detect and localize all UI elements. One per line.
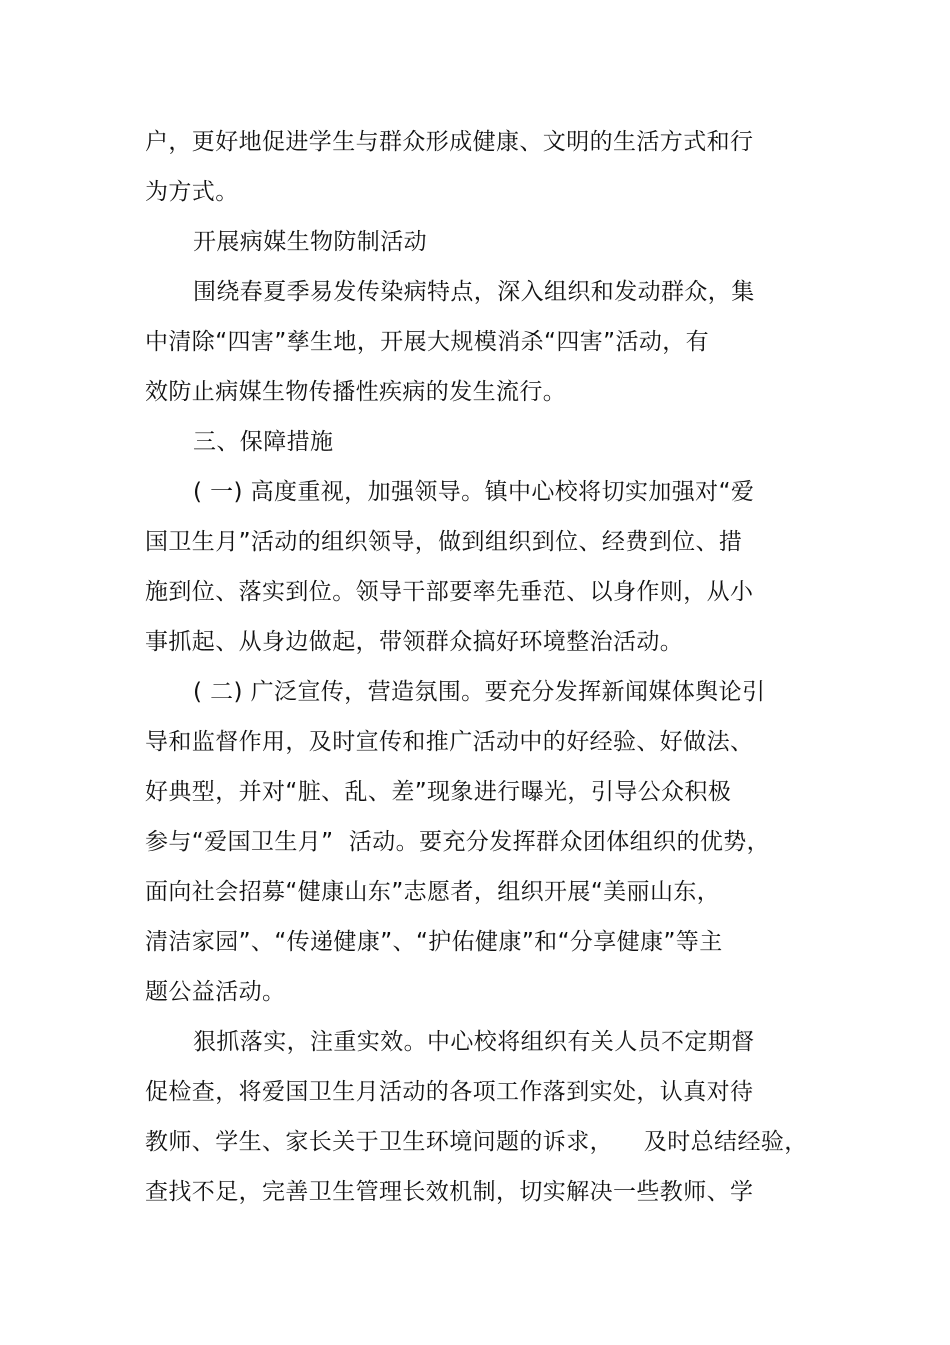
paragraph-line: 围绕春夏季易发传染病特点，深入组织和发动群众，集 <box>193 279 755 305</box>
paragraph-line: 事抓起、从身边做起，带领群众搞好环境整治活动。 <box>145 629 684 655</box>
paragraph-line: 面向社会招募“健康山东”志愿者，组织开展“美丽山东， <box>145 879 721 905</box>
section-heading: 三、保障措施 <box>193 429 334 455</box>
paragraph-line: 好典型，并对“脏、乱、差”现象进行曝光，引导公众积极 <box>145 779 732 805</box>
paragraph-line: 教师、学生、家长关于卫生环境问题的诉求， 及时总结经验， <box>145 1129 808 1155</box>
paragraph-line: 中清除“四害”孳生地，开展大规模消杀“四害”活动，有 <box>145 329 710 355</box>
paragraph-line: 国卫生月”活动的组织领导，做到组织到位、经费到位、措 <box>145 529 743 555</box>
paragraph-line: 户，更好地促进学生与群众形成健康、文明的生活方式和行 <box>145 129 754 155</box>
paragraph-line: 参与“爱国卫生月” 活动。要充分发挥群众团体组织的优势， <box>145 829 771 855</box>
paragraph-line: 狠抓落实，注重实效。中心校将组织有关人员不定期督 <box>193 1029 755 1055</box>
paragraph-line: 题公益活动。 <box>145 979 286 1005</box>
paragraph-line: ( 二) 广泛宣传，营造氛围。要充分发挥新闻媒体舆论引 <box>193 679 766 705</box>
paragraph-line: 效防止病媒生物传播性疾病的发生流行。 <box>145 379 567 405</box>
paragraph-line: 导和监督作用，及时宣传和推广活动中的好经验、好做法、 <box>145 729 754 755</box>
paragraph-line: 为方式。 <box>145 179 239 205</box>
paragraph-line: ( 一) 高度重视，加强领导。镇中心校将切实加强对“爱 <box>193 479 755 505</box>
paragraph-line: 清洁家园”、“传递健康”、“护佑健康”和“分享健康”等主 <box>145 929 723 955</box>
paragraph-line: 施到位、落实到位。领导干部要率先垂范、以身作则，从小 <box>145 579 754 605</box>
section-heading: 开展病媒生物防制活动 <box>193 229 427 255</box>
paragraph-line: 促检查，将爱国卫生月活动的各项工作落到实处，认真对待 <box>145 1079 754 1105</box>
paragraph-line: 查找不足，完善卫生管理长效机制，切实解决一些教师、学 <box>145 1179 754 1205</box>
